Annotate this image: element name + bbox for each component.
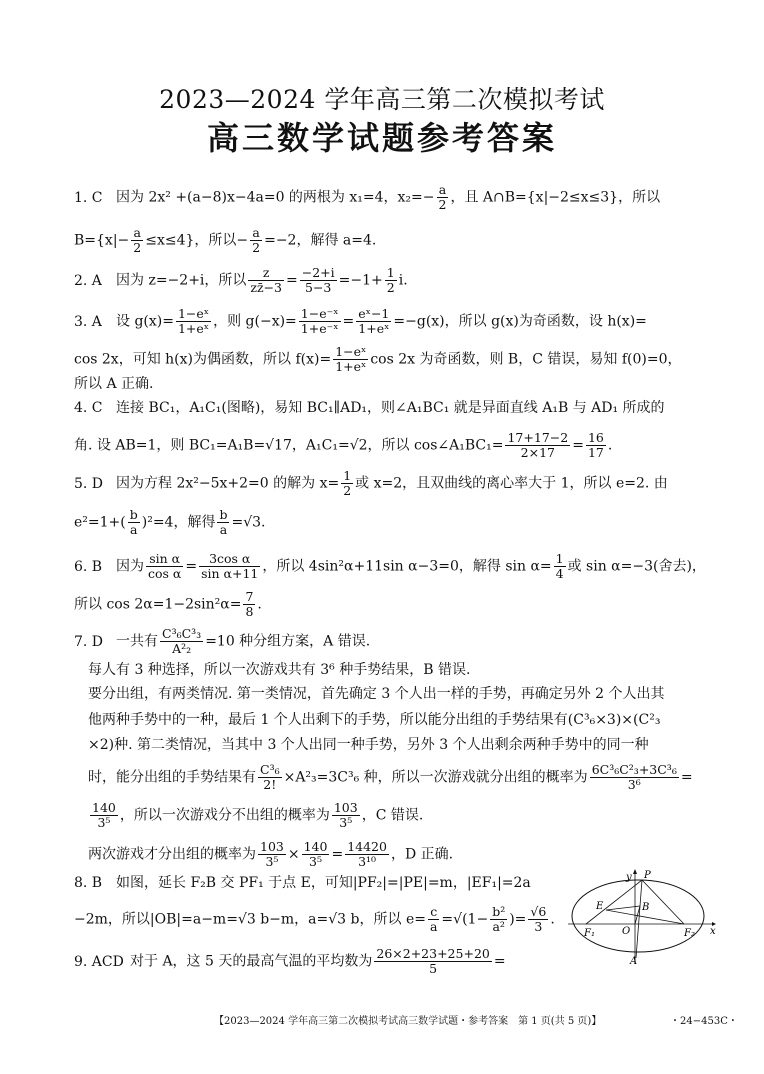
fraction: $\frac{b}{a}$ xyxy=(129,507,138,537)
fraction: $\frac{√6}{3}$ xyxy=(530,904,547,934)
segment-f1-p xyxy=(586,880,642,924)
q9-id: 9. ACD xyxy=(74,953,124,970)
q1-line-1: 1. C 因为 2x² +(a−8)x−4a=0 的两根为 x₁=4，x₂=− $\frac{a}{2}$ ，且 A∩B={x|−2≤x≤3}，所以 xyxy=(74,182,661,212)
footer-code: ・24−453C・ xyxy=(670,1016,738,1027)
fraction: $\frac{103}{\text{3⁵}}$ xyxy=(260,839,284,869)
q7-line-6: 时，能分出组的手势结果有 $\frac{\text{C³₆}}{2!}$ ×A²₃=3C³₆ 种，所以一次游戏就分出组的概率为 $\frac{\text{6C³₆C²₃+3C³₆}}{\text{3⁶}}$ = xyxy=(88,762,693,792)
label-y: y xyxy=(626,872,632,883)
q7-line-2: 每人有 3 种选择，所以一次游戏共有 3⁶ 种手势结果，B 错误. xyxy=(88,662,471,678)
q5-line-2: e²=1+( $\frac{b}{a}$ )²=4，解得 $\frac{b}{a}$ =√3. xyxy=(74,507,266,537)
segment-p-a xyxy=(636,880,642,958)
q7-line-3: 要分出组，有两类情况. 第一类情况，首先确定 3 个人出一样的手势，再确定另外 2 个人出其 xyxy=(88,686,665,702)
fraction: $\frac{7}{8}$ xyxy=(245,589,254,619)
q3-id: 3. A xyxy=(74,313,102,330)
fraction: $\frac{\text{C³₆}}{2!}$ xyxy=(260,762,280,792)
fraction: $\frac{\text{6C³₆C²₃+3C³₆}}{\text{3⁶}}$ xyxy=(591,762,677,792)
label-x: x xyxy=(710,926,716,937)
fraction: $\frac{140}{\text{3⁵}}$ xyxy=(92,800,116,830)
q8-line-2: −2m，所以|OB|=a−m=√3 b−m，a=√3 b，所以 e= $\frac{c}{a}$ =√(1− $\frac{\text{b²}}{\text{a²}}$ )= $\frac{√6}{3}$ . xyxy=(74,904,555,934)
label-b: B xyxy=(642,902,650,913)
fraction: $\frac{c}{a}$ xyxy=(429,904,438,934)
q4-id: 4. C xyxy=(74,400,103,416)
q7-line-4: 他两种手势中的一种，最后 1 个人出剩下的手势，所以能分出组的手势结果有(C³₆×3)×(C²₃ xyxy=(88,712,661,728)
fraction: $\frac{z}{zz̄-3}$ xyxy=(250,265,283,295)
q2-line: 2. A 因为 z=−2+i，所以 $\frac{z}{zz̄-3}$ = $\frac{-2+i}{5-3}$ =−1+ $\frac{1}{2}$ i. xyxy=(74,265,408,295)
q4-line-2: 角. 设 AB=1，则 BC₁=A₁B=√17，A₁C₁=√2，所以 cos∠A₁BC₁= $\frac{17+17-2}{2\times 17}$ = $\frac{16}{17}$ . xyxy=(74,430,613,460)
q7-line-1: 7. D 一共有 $\frac{\text{C³₆C³₃}}{\text{A²₂}}$ =10 种分组方案，A 错误. xyxy=(74,626,371,656)
fraction: $\frac{16}{17}$ xyxy=(587,430,604,460)
q7-line-8: 两次游戏才分出组的概率为 $\frac{103}{\text{3⁵}}$ × $\frac{140}{\text{3⁵}}$ = $\frac{14420}{\text{3¹⁰}}$ ，D 正确. xyxy=(88,839,454,869)
fraction: $\frac{1}{4}$ xyxy=(555,551,564,581)
fraction: $\frac{a}{2}$ xyxy=(133,225,142,255)
fraction: $\frac{\text{sin α}}{\text{cos α}}$ xyxy=(148,551,182,581)
fraction: $\frac{26\times 2+23+25+20}{5}$ xyxy=(376,946,490,976)
q5-line-1: 5. D 因为方程 2x²−5x+2=0 的解为 x= $\frac{1}{2}$ 或 x=2，且双曲线的离心率大于 1，所以 e=2. 由 xyxy=(74,468,668,498)
q1-id: 1. C xyxy=(74,189,103,206)
fraction: $\frac{\text{1−eˣ}}{\text{1+eˣ}}$ xyxy=(335,344,367,374)
fraction: $\frac{b}{a}$ xyxy=(219,507,228,537)
fraction: $\frac{1}{2}$ xyxy=(386,265,395,295)
q6-line-2: 所以 cos 2α=1−2sin²α= $\frac{7}{8}$ . xyxy=(74,589,262,619)
answer-key-title: 高三数学试题参考答案 xyxy=(206,119,557,157)
label-a: A xyxy=(630,956,638,966)
q3-line-3: 所以 A 正确. xyxy=(74,376,154,392)
exam-title: 2023—2024 学年高三第二次模拟考试 xyxy=(159,85,605,114)
fraction: $\frac{17+17-2}{2\times 17}$ xyxy=(507,430,569,460)
fraction: $\frac{a}{2}$ xyxy=(252,225,261,255)
q7-line-5: ×2)种. 第二类情况，当其中 3 个人出同一种手势，另外 3 个人出剩余两种手势中的同一种 xyxy=(88,737,649,753)
fraction: $\frac{\text{1−eˣ}}{\text{1+eˣ}}$ xyxy=(177,306,210,336)
q3-line-2: cos 2x，可知 h(x)为偶函数，所以 f(x)= $\frac{\text{1−eˣ}}{\text{1+eˣ}}$ cos 2x 为奇函数，则 B，C 错误，易知 f(0)=0， xyxy=(74,344,682,374)
fraction: $\frac{\text{1−e⁻ˣ}}{\text{1+e⁻ˣ}}$ xyxy=(300,306,339,336)
fraction: $\frac{1}{2}$ xyxy=(343,468,352,498)
label-o: O xyxy=(622,926,631,937)
label-e: E xyxy=(596,901,604,912)
fraction: $\frac{140}{\text{3⁵}}$ xyxy=(303,839,328,869)
q4-line-1: 4. C 连接 BC₁，A₁C₁(图略)，易知 BC₁∥AD₁，则∠A₁BC₁ 就是异面直线 A₁B 与 AD₁ 所成的 xyxy=(74,400,665,416)
q6-id: 6. B xyxy=(74,558,103,575)
q9-line: 9. ACD 对于 A，这 5 天的最高气温的平均数为 $\frac{26\times 2+23+25+20}{5}$ = xyxy=(74,946,506,976)
fraction: $\frac{14420}{\text{3¹⁰}}$ xyxy=(347,839,387,869)
q5-id: 5. D xyxy=(74,475,104,492)
ellipse-figure xyxy=(566,868,716,966)
q2-id: 2. A xyxy=(74,272,102,289)
y-axis-arrow xyxy=(633,869,637,874)
footer-page-info: 【2023—2024 学年高三第二次模拟考试高三数学试题・参考答案 第 1 页(共 5 页)】 xyxy=(214,1016,602,1027)
q6-line-1: 6. B 因为 $\frac{\text{sin α}}{\text{cos α}}$ = $\frac{\text{3cos α}}{\text{sin α+11}}$ ，所以 4sin²α+11sin α−3=0，解得 sin α= $\frac{1}{4}$ 或 sin α=−3(舍去)， xyxy=(74,551,706,581)
q7-id: 7. D xyxy=(74,633,104,650)
q1-line-2: B={x|− $\frac{a}{2}$ ≤x≤4}，所以− $\frac{a}{2}$ =−2，解得 a=4. xyxy=(74,225,377,255)
fraction: $\frac{-2+i}{5-3}$ xyxy=(301,265,335,295)
fraction: $\frac{\text{3cos α}}{\text{sin α+11}}$ xyxy=(201,551,259,581)
fraction: $\frac{a}{2}$ xyxy=(438,182,447,212)
label-f2: F₂ xyxy=(684,928,695,939)
q3-line-1: 3. A 设 g(x)= $\frac{\text{1−eˣ}}{\text{1+eˣ}}$ ，则 g(−x)= $\frac{\text{1−e⁻ˣ}}{\text{1+e⁻ˣ}}$ = $\frac{\text{eˣ−1}}{\text{1+eˣ}}$ =−g(x)，所以 g(x)为奇函数，设 h(x)= xyxy=(74,306,647,336)
q7-line-7: $\frac{140}{\text{3⁵}}$ ，所以一次游戏分不出组的概率为 $\frac{103}{\text{3⁵}}$ ，C 错误. xyxy=(92,800,424,830)
label-f1: F₁ xyxy=(584,928,595,939)
q8-line-1: 8. B 如图，延长 F₂B 交 PF₁ 于点 E，可知|PF₂|=|PE|=m，|EF₁|=2a xyxy=(74,875,531,891)
fraction: $\frac{\text{eˣ−1}}{\text{1+eˣ}}$ xyxy=(358,306,390,336)
label-p: P xyxy=(644,870,651,881)
fraction: $\frac{\text{C³₆C³₃}}{\text{A²₂}}$ xyxy=(162,626,202,656)
fraction: $\frac{103}{\text{3⁵}}$ xyxy=(333,800,358,830)
fraction: $\frac{\text{b²}}{\text{a²}}$ xyxy=(492,904,506,934)
q8-id: 8. B xyxy=(74,875,103,891)
